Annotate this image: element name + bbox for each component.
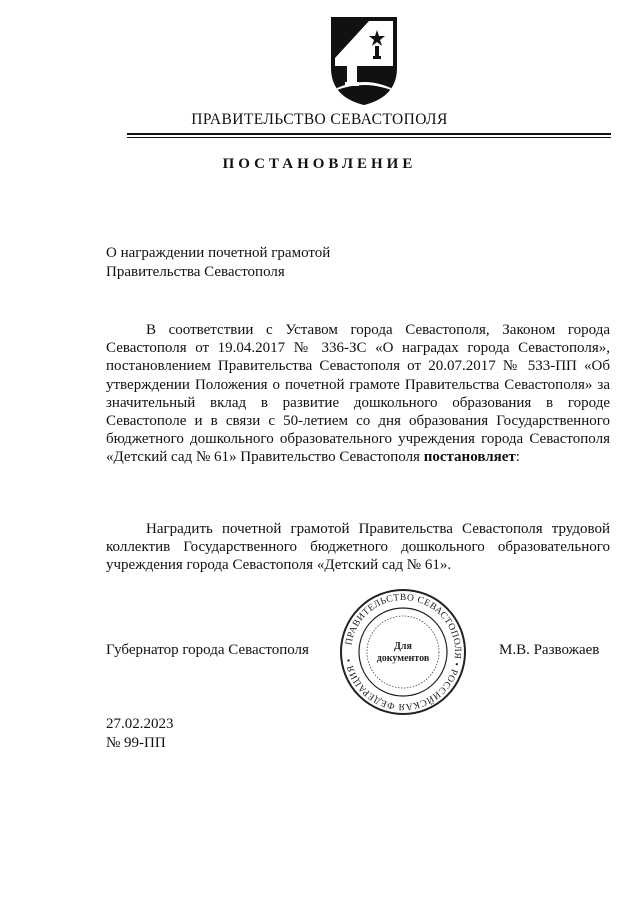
paragraph-1-end: :: [515, 449, 520, 466]
resolution-word: постановляет: [423, 449, 516, 466]
document-date: 27.02.2023: [106, 716, 174, 732]
official-seal-icon: [338, 587, 468, 717]
paragraph-1-text: В соответствии с Уставом города Севастополя, Законом города Севастополя от 19.04.2017 № 336-ЗС «О наградах города Севастополя», постановлением Правительства Севастополя от 20.07.2017 № 533-ПП «Об утверждении Положения о почетной грамоте Правительства Севастополя» за значительный вклад в развитие дошкольного образования в городе Севастополе и в связи с 50-летием со дня образования Государственного бюджетного дошкольного образовательного учреждения города Севастополя «Детский сад № 61» Правительство Севастополя: [106, 322, 610, 466]
document-number: № 99-ПП: [106, 735, 166, 751]
signatory-name: М.В. Развожаев: [499, 642, 600, 658]
subject-line-1: О награждении почетной грамотой: [106, 245, 331, 261]
organization-header: ПРАВИТЕЛЬСТВО СЕВАСТОПОЛЯ: [191, 111, 448, 128]
body-paragraph-1: [106, 321, 610, 467]
header-divider: [127, 133, 611, 135]
svg-text:документов: документов: [376, 653, 430, 664]
paragraph-2-text: Наградить почетной грамотой Правительства Севастополя трудовой коллектив Государственного бюджетного дошкольного образовательного учреждения города Севастополя «Детский сад № 61».: [106, 521, 610, 574]
document-subject: [106, 244, 330, 282]
body-paragraph-2: [106, 520, 610, 575]
svg-text:ПРАВИТЕЛЬСТВО СЕВАСТОПОЛЯ • РО: ПРАВИТЕЛЬСТВО СЕВАСТОПОЛЯ • РОССИЙСКАЯ ФЕДЕРАЦИЯ •: [344, 592, 463, 712]
document-type-title: ПОСТАНОВЛЕНИЕ: [222, 156, 417, 172]
header-divider-thin: [127, 137, 611, 138]
svg-text:Для: Для: [394, 641, 412, 652]
subject-line-2: Правительства Севастополя: [106, 264, 285, 280]
coat-of-arms-icon: [329, 16, 399, 106]
document-date-number: [106, 715, 174, 753]
signatory-position: Губернатор города Севастополя: [106, 642, 309, 658]
